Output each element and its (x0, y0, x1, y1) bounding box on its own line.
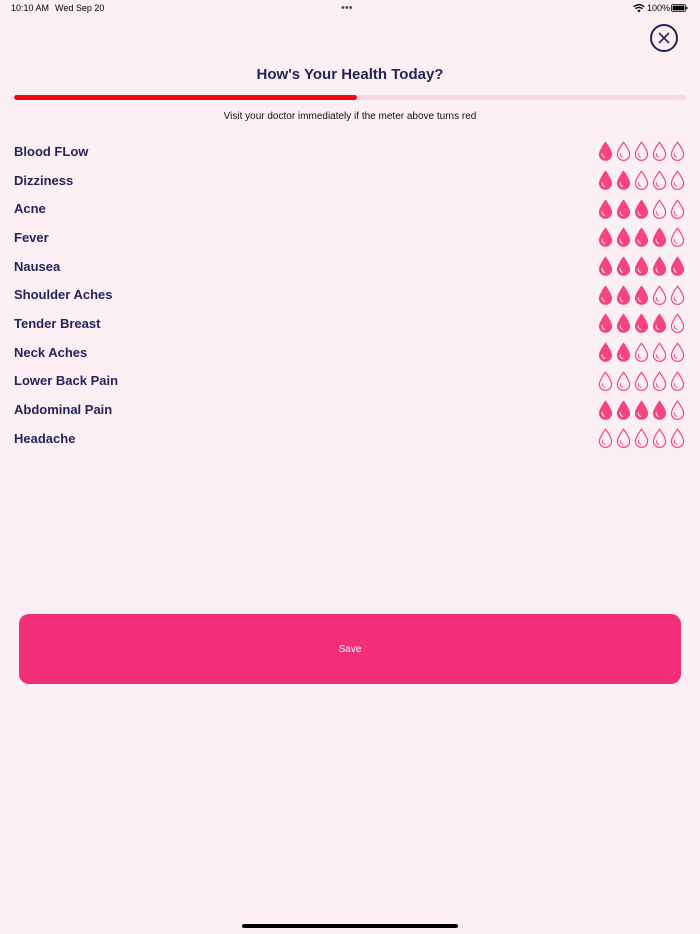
page-title: How's Your Health Today? (256, 66, 444, 83)
severity-rating (598, 256, 685, 276)
symptom-row (14, 166, 686, 195)
symptom-list (14, 137, 686, 453)
symptom-label: Abdominal Pain (14, 402, 113, 418)
drop-filled-icon[interactable] (598, 400, 613, 420)
severity-rating (598, 170, 685, 190)
drop-outline-icon[interactable] (634, 170, 649, 190)
drop-filled-icon[interactable] (634, 256, 649, 276)
drop-outline-icon[interactable] (634, 428, 649, 448)
close-icon (658, 32, 670, 44)
drop-outline-icon[interactable] (670, 342, 685, 362)
drop-filled-icon[interactable] (616, 313, 631, 333)
severity-rating (598, 141, 685, 161)
drop-outline-icon[interactable] (670, 428, 685, 448)
home-indicator[interactable] (242, 924, 458, 928)
drop-filled-icon[interactable] (616, 170, 631, 190)
wifi-icon (633, 3, 645, 13)
symptom-row (14, 367, 686, 396)
symptom-row (14, 252, 686, 281)
drop-outline-icon[interactable] (634, 342, 649, 362)
symptom-label: Lower Back Pain (14, 373, 119, 389)
battery-icon (671, 4, 688, 12)
status-time: 10:10 AM (11, 3, 50, 13)
drop-filled-icon[interactable] (634, 400, 649, 420)
drop-filled-icon[interactable] (670, 256, 685, 276)
symptom-label: Dizziness (14, 172, 74, 188)
symptom-row (14, 194, 686, 223)
drop-outline-icon[interactable] (652, 170, 667, 190)
symptom-label: Shoulder Aches (14, 287, 113, 303)
drop-filled-icon[interactable] (616, 342, 631, 362)
status-date: Wed Sep 20 (55, 3, 105, 13)
severity-rating (598, 400, 685, 420)
meter-note: Visit your doctor immediately if the meter above turns red (223, 111, 477, 122)
drop-outline-icon[interactable] (598, 428, 613, 448)
symptom-row (14, 395, 686, 424)
battery-percent: 100% (647, 3, 671, 13)
drop-outline-icon[interactable] (616, 371, 631, 391)
symptom-label: Acne (14, 201, 46, 217)
symptom-label: Nausea (14, 258, 61, 274)
drop-outline-icon[interactable] (652, 342, 667, 362)
severity-rating (598, 285, 685, 305)
severity-rating (598, 371, 685, 391)
drop-outline-icon[interactable] (634, 371, 649, 391)
drop-filled-icon[interactable] (598, 313, 613, 333)
drop-filled-icon[interactable] (598, 199, 613, 219)
drop-filled-icon[interactable] (598, 285, 613, 305)
drop-outline-icon[interactable] (670, 199, 685, 219)
save-button[interactable]: Save (19, 614, 681, 684)
symptom-label: Fever (14, 229, 49, 245)
severity-rating (598, 227, 685, 247)
drop-outline-icon[interactable] (652, 199, 667, 219)
symptom-label: Neck Aches (14, 344, 88, 360)
drop-filled-icon[interactable] (652, 313, 667, 333)
symptom-label: Headache (14, 430, 76, 446)
drop-outline-icon[interactable] (670, 400, 685, 420)
symptom-row (14, 424, 686, 453)
health-meter (14, 95, 686, 100)
drop-filled-icon[interactable] (652, 400, 667, 420)
severity-rating (598, 199, 685, 219)
status-bar (0, 0, 700, 18)
close-button[interactable] (650, 24, 678, 52)
drop-outline-icon[interactable] (616, 141, 631, 161)
drop-filled-icon[interactable] (598, 227, 613, 247)
symptom-label: Tender Breast (14, 315, 101, 331)
drop-filled-icon[interactable] (598, 256, 613, 276)
drop-outline-icon[interactable] (598, 371, 613, 391)
drop-outline-icon[interactable] (670, 371, 685, 391)
drop-filled-icon[interactable] (616, 227, 631, 247)
drop-outline-icon[interactable] (670, 170, 685, 190)
drop-filled-icon[interactable] (598, 170, 613, 190)
drop-filled-icon[interactable] (616, 400, 631, 420)
symptom-row (14, 223, 686, 252)
drop-outline-icon[interactable] (670, 227, 685, 247)
symptom-label: Blood FLow (14, 143, 89, 159)
severity-rating (598, 313, 685, 333)
drop-outline-icon[interactable] (652, 285, 667, 305)
drop-filled-icon[interactable] (634, 199, 649, 219)
drop-outline-icon[interactable] (670, 313, 685, 333)
drop-filled-icon[interactable] (616, 285, 631, 305)
drop-filled-icon[interactable] (598, 141, 613, 161)
drop-filled-icon[interactable] (598, 342, 613, 362)
drop-filled-icon[interactable] (652, 256, 667, 276)
drop-outline-icon[interactable] (634, 141, 649, 161)
drop-outline-icon[interactable] (670, 141, 685, 161)
drop-filled-icon[interactable] (652, 227, 667, 247)
symptom-row (14, 280, 686, 309)
multitasking-dots-icon[interactable]: ••• (341, 2, 353, 14)
drop-filled-icon[interactable] (616, 256, 631, 276)
symptom-row (14, 338, 686, 367)
drop-outline-icon[interactable] (652, 371, 667, 391)
severity-rating (598, 428, 685, 448)
health-meter-fill (14, 95, 357, 100)
drop-filled-icon[interactable] (634, 285, 649, 305)
drop-filled-icon[interactable] (634, 227, 649, 247)
symptom-row (14, 137, 686, 166)
symptom-row (14, 309, 686, 338)
drop-outline-icon[interactable] (670, 285, 685, 305)
drop-outline-icon[interactable] (652, 428, 667, 448)
drop-filled-icon[interactable] (616, 199, 631, 219)
drop-outline-icon[interactable] (616, 428, 631, 448)
severity-rating (598, 342, 685, 362)
drop-outline-icon[interactable] (652, 141, 667, 161)
drop-filled-icon[interactable] (634, 313, 649, 333)
